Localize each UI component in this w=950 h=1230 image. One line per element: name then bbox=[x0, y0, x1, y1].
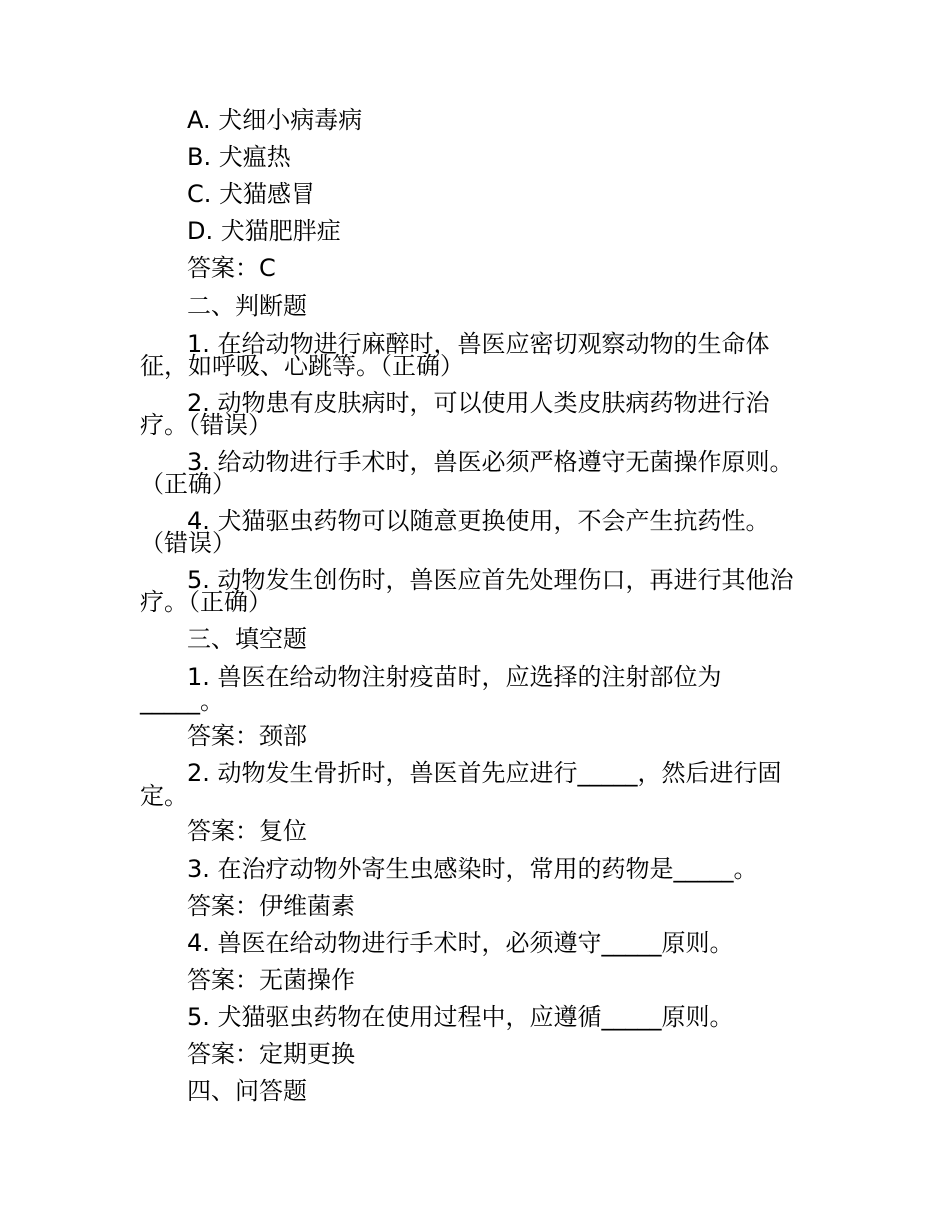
fill-item-2-answer: 答案：复位 bbox=[187, 817, 307, 845]
judge-item-3-line1: 3. 给动物进行手术时，兽医必须严格遵守无菌操作原则。 bbox=[187, 448, 794, 476]
fill-item-5-answer: 答案：定期更换 bbox=[187, 1040, 355, 1068]
option-a: A. 犬细小病毒病 bbox=[187, 106, 363, 134]
fill-item-2-line1: 2. 动物发生骨折时，兽医首先应进行_____，然后进行固 bbox=[187, 759, 782, 787]
judge-item-3-line2: （正确） bbox=[140, 470, 236, 498]
section-title-judge: 二、判断题 bbox=[187, 292, 307, 320]
fill-item-4-answer: 答案：无菌操作 bbox=[187, 966, 355, 994]
section-title-qa: 四、问答题 bbox=[187, 1077, 307, 1105]
judge-item-2-line2: 疗。（错误） bbox=[140, 411, 272, 439]
option-c: C. 犬猫感冒 bbox=[187, 180, 316, 208]
judge-item-4-line2: （错误） bbox=[140, 529, 236, 557]
judge-item-4-line1: 4. 犬猫驱虫药物可以随意更换使用，不会产生抗药性。 bbox=[187, 507, 770, 535]
fill-item-1-line2: _____。 bbox=[140, 687, 224, 715]
judge-item-5-line1: 5. 动物发生创伤时，兽医应首先处理伤口，再进行其他治 bbox=[187, 566, 794, 594]
fill-item-4-line1: 4. 兽医在给动物进行手术时，必须遵守_____原则。 bbox=[187, 929, 734, 957]
fill-item-1-line1: 1. 兽医在给动物注射疫苗时，应选择的注射部位为 bbox=[187, 663, 722, 691]
fill-item-5-line1: 5. 犬猫驱虫药物在使用过程中，应遵循_____原则。 bbox=[187, 1003, 734, 1031]
judge-item-2-line1: 2. 动物患有皮肤病时，可以使用人类皮肤病药物进行治 bbox=[187, 389, 770, 417]
fill-item-3-line1: 3. 在治疗动物外寄生虫感染时，常用的药物是_____。 bbox=[187, 855, 758, 883]
option-d: D. 犬猫肥胖症 bbox=[187, 217, 341, 245]
judge-item-1-line1: 1. 在给动物进行麻醉时，兽医应密切观察动物的生命体 bbox=[187, 330, 770, 358]
fill-item-3-answer: 答案：伊维菌素 bbox=[187, 892, 355, 920]
judge-item-5-line2: 疗。（正确） bbox=[140, 588, 272, 616]
judge-item-1-line2: 征，如呼吸、心跳等。（正确） bbox=[140, 352, 464, 380]
section-title-fill: 三、填空题 bbox=[187, 625, 307, 653]
mc-answer: 答案：C bbox=[187, 254, 276, 282]
fill-item-1-answer: 答案：颈部 bbox=[187, 722, 307, 750]
option-b: B. 犬瘟热 bbox=[187, 143, 291, 171]
fill-item-2-line2: 定。 bbox=[140, 782, 188, 810]
